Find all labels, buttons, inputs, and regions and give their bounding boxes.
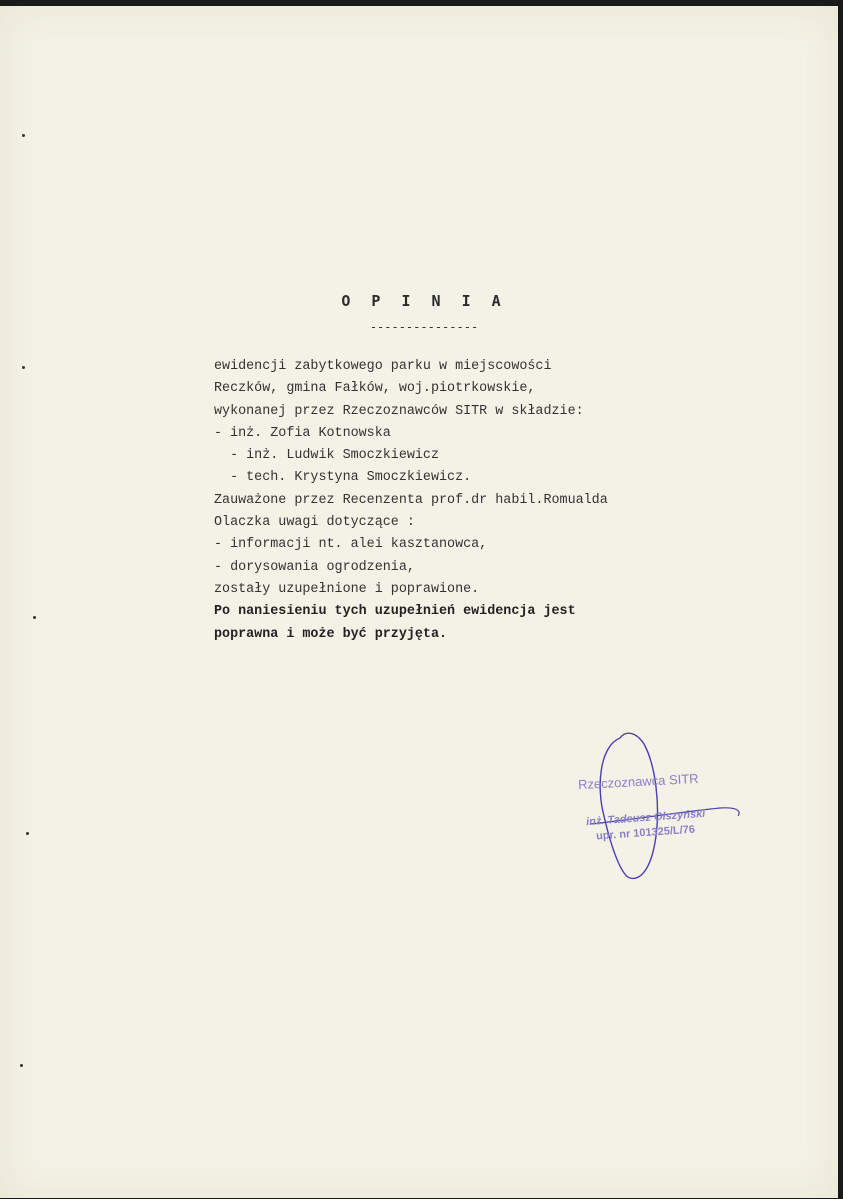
title-rule: ---------------: [369, 320, 479, 334]
body-line: zostały uzupełnione i poprawione.: [214, 581, 480, 597]
body-line: - dorysowania ogrodzenia,: [214, 559, 415, 575]
margin-mark: [20, 1064, 23, 1067]
stamp-license: upr. nr 101325/L/76: [595, 823, 696, 843]
body-line: Reczków, gmina Fałków, woj.piotrkowskie,: [214, 381, 536, 397]
body-line-conclusion: poprawna i może być przyjęta.: [214, 626, 448, 642]
body-line: - inż. Zofia Kotnowska: [214, 425, 391, 441]
signature-icon: [560, 716, 760, 896]
stamp-name: inż. Tadeusz Olszyński: [585, 807, 706, 829]
margin-mark: [22, 366, 25, 369]
body-line: ewidencji zabytkowego parku w miejscowości: [214, 359, 552, 374]
body-line: Olaczka uwagi dotyczące :: [214, 515, 415, 531]
body-line: - inż. Ludwik Smoczkiewicz: [214, 448, 439, 464]
body-line: Zauważone przez Recenzenta prof.dr habil.Romualda: [214, 492, 608, 508]
expert-stamp: [560, 716, 760, 896]
margin-mark: [33, 616, 36, 619]
document-title: O P I N I A: [341, 292, 507, 310]
document-page: [0, 6, 838, 1198]
body-line-conclusion: Po naniesieniu tych uzupełnień ewidencja jest: [214, 604, 576, 620]
body-line: - tech. Krystyna Smoczkiewicz.: [214, 470, 472, 486]
body-line: wykonanej przez Rzeczoznawców SITR w składzie:: [214, 403, 584, 419]
margin-mark: [22, 134, 25, 137]
document-body: [214, 356, 774, 646]
stamp-title: Rzeczoznawca SITR: [577, 770, 699, 793]
body-line: - informacji nt. alei kasztanowca,: [214, 537, 488, 553]
margin-mark: [26, 832, 29, 835]
